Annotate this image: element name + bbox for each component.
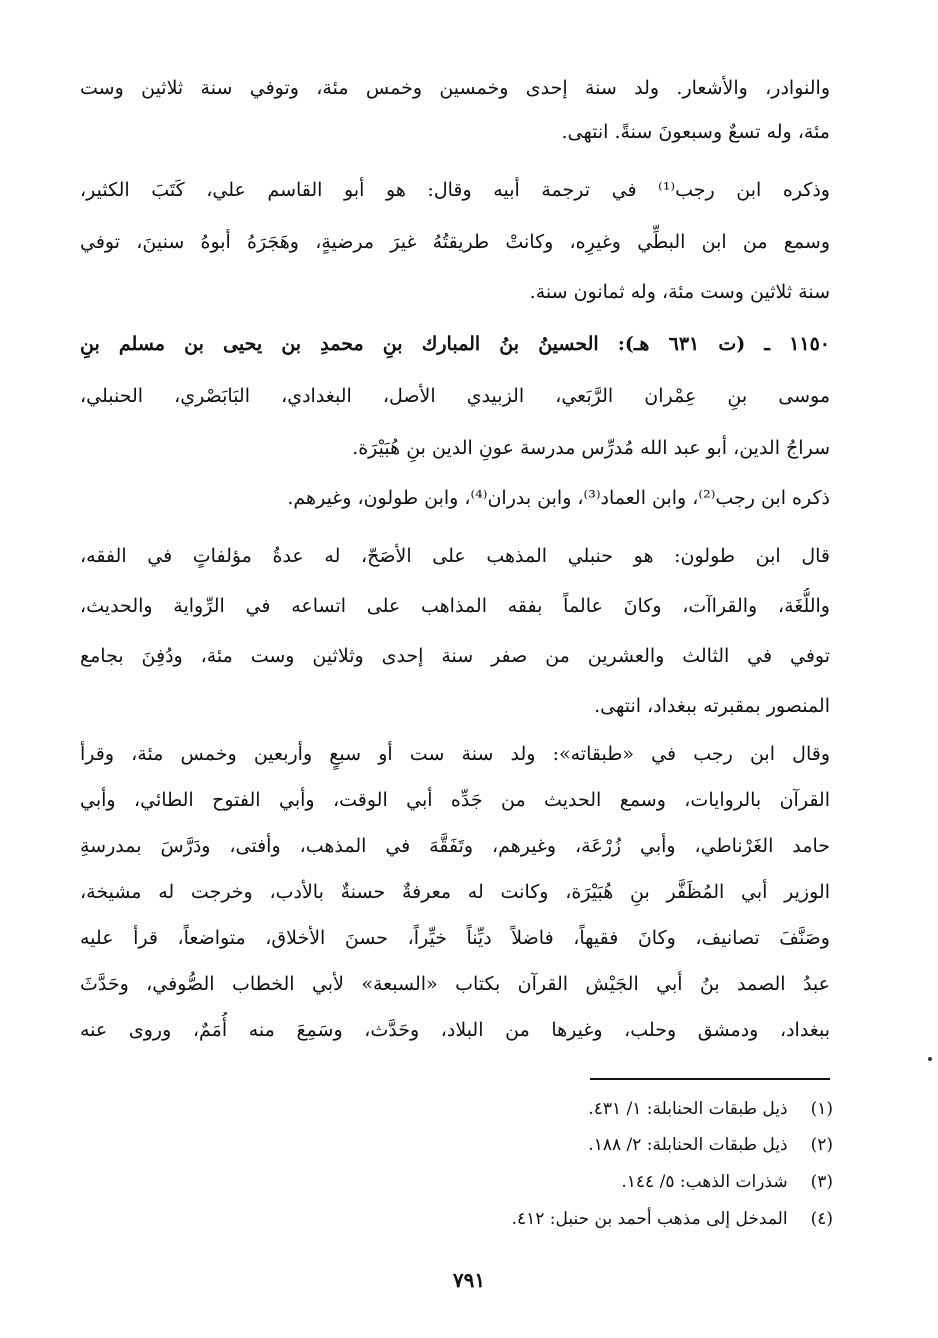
footnote-4 bbox=[233, 1204, 833, 1234]
text-line: وذكره ابن رجب⁽¹⁾ في ترجمة أبيه وقال: هو أبو القاسم علي، كَتَبَ الكثير، bbox=[80, 179, 830, 201]
footnote-text: ذيل طبقات الحنابلة: ١/ ٤٣١. bbox=[588, 1099, 788, 1119]
footnote-number: (٢) bbox=[810, 1135, 833, 1155]
page-number: ٧٩١ bbox=[452, 1268, 486, 1292]
footnote-number: (٤) bbox=[810, 1209, 833, 1229]
text-line: وصَنَّفَ تصانيف، وكانَ فقيهاً، فاضلاً ديِّناً خيِّراً، حسنَ الأخلاق، متواضعاً، قرأ عليه bbox=[80, 927, 830, 949]
footnote-number: (٣) bbox=[810, 1172, 833, 1192]
scan-speck bbox=[928, 1057, 932, 1061]
footnote-text: المدخل إلى مذهب أحمد بن حنبل: ٤١٢. bbox=[511, 1209, 788, 1229]
footnote-2 bbox=[233, 1130, 833, 1160]
text-line: سراجُ الدين، أبو عبد الله مُدرِّس مدرسة عونِ الدين بنِ هُبَيْرَة. bbox=[352, 437, 830, 459]
text-line: موسى بنِ عِمْران الرَّبَعي، الزبيدي الأصل، البغدادي، البَابَصْري، الحنبلي، bbox=[80, 385, 830, 407]
footnote-separator bbox=[590, 1078, 830, 1080]
footnote-text: ذيل طبقات الحنابلة: ٢/ ١٨٨. bbox=[588, 1135, 788, 1155]
text-line: سنة ثلاثين وست مئة، وله ثمانون سنة. bbox=[529, 281, 830, 303]
text-line: حامد الغَرْناطي، وأبي زُرْعَة، وغيرهم، وتَفَقَّهَ في المذهب، وأفتى، ودَرَّسَ بمدرسةِ bbox=[80, 835, 830, 857]
text-line: المنصور بمقبرته ببغداد، انتهى. bbox=[594, 695, 830, 717]
text-line: واللُّغَة، والقراآت، وكانَ عالماً بفقه المذاهب على اتساعه في الرِّواية والحديث، bbox=[80, 595, 830, 617]
text-line: والنوادر، والأشعار. ولد سنة إحدى وخمسين وخمس مئة، وتوفي سنة ثلاثين وست bbox=[80, 77, 830, 99]
footnote-1 bbox=[233, 1094, 833, 1124]
text-line: توفي في الثالث والعشرين من صفر سنة إحدى وثلاثين وست مئة، ودُفِنَ بجامع bbox=[80, 645, 830, 667]
text-line: مئة، وله تسعٌ وسبعونَ سنةً. انتهى. bbox=[561, 121, 830, 143]
text-line: قال ابن طولون: هو حنبلي المذهب على الأصَحّ، له عدةُ مؤلفاتٍ في الفقه، bbox=[80, 545, 830, 567]
text-line: عبدُ الصمد بنُ أبي الجَيْش القرآن بكتاب «السبعة» لأبي الخطاب الصُّوفي، وحَدَّثَ bbox=[80, 973, 830, 995]
text-line: الوزير أبي المُظَفَّر بنِ هُبَيْرَة، وكانت له معرفةٌ حسنةٌ بالأدب، وخرجت له مشيخة، bbox=[80, 881, 830, 903]
text-line: وقال ابن رجب في «طبقاته»: ولد سنة ست أو سبعٍ وأربعين وخمس مئة، وقرأ bbox=[80, 743, 830, 765]
text-line: القرآن بالروايات، وسمع الحديث من جَدِّه أبي الوقت، وأبي الفتوح الطائي، وأبي bbox=[80, 789, 830, 811]
text-line: ببغداد، ودمشق وحلب، وغيرها من البلاد، وحَدَّث، وسَمِعَ منه أُمَمٌ، وروى عنه bbox=[80, 1019, 830, 1041]
footnote-3 bbox=[233, 1167, 833, 1197]
text-line: وسمع من ابن البطِّي وغيرِه، وكانتْ طريقتُهُ غيرَ مرضيةٍ، وهَجَرَهُ أبوهُ سنينَ، توفي bbox=[80, 231, 830, 253]
entry-heading-line: ١١٥٠ ـ (ت ٦٣١ هـ): الحسينُ بنُ المبارك بنِ محمدِ بن يحيى بن مسلم بنِ bbox=[80, 333, 830, 355]
footnote-number: (١) bbox=[810, 1099, 833, 1119]
footnote-text: شذرات الذهب: ٥/ ١٤٤. bbox=[621, 1172, 788, 1192]
text-line: ذكره ابن رجب⁽²⁾، وابن العماد⁽³⁾، وابن بدران⁽⁴⁾، وابن طولون، وغيرهم. bbox=[287, 487, 830, 509]
